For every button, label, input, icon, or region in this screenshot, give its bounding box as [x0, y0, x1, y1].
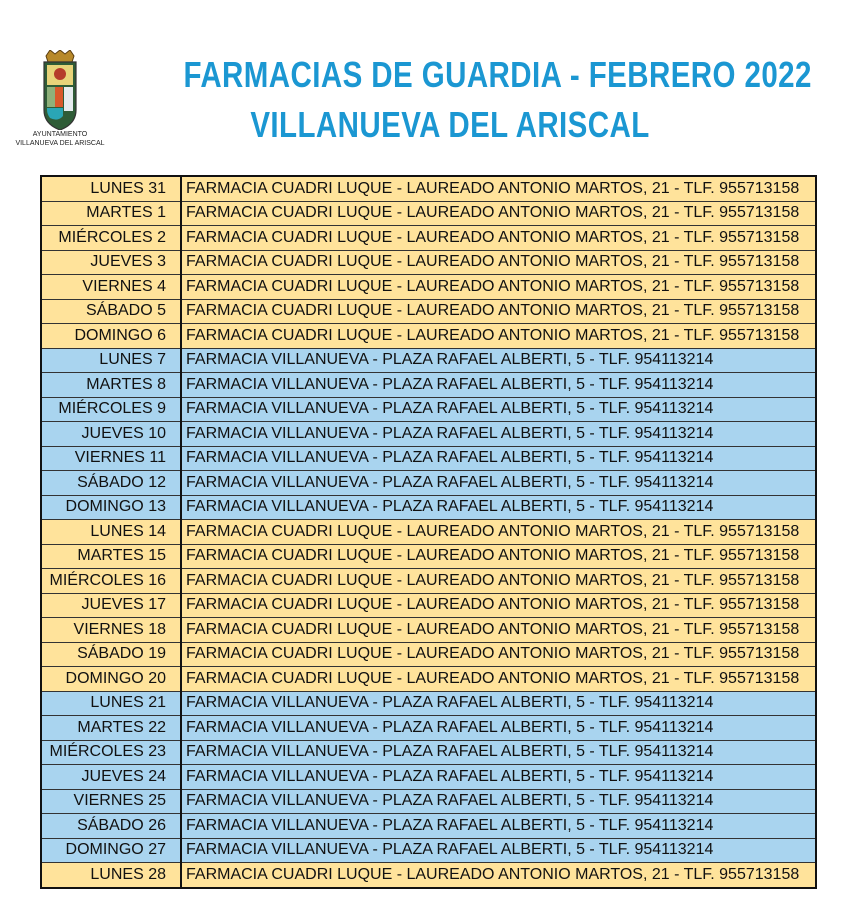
day-cell: VIERNES 25	[41, 789, 181, 814]
table-row	[41, 838, 816, 863]
town-crest-logo	[10, 50, 110, 148]
day-cell: MARTES 1	[41, 201, 181, 226]
pharmacy-cell: FARMACIA CUADRI LUQUE - LAUREADO ANTONIO MARTOS, 21 - TLF. 955713158	[181, 176, 816, 201]
pharmacy-cell: FARMACIA VILLANUEVA - PLAZA RAFAEL ALBERTI, 5 - TLF. 954113214	[181, 373, 816, 398]
table-row	[41, 275, 816, 300]
pharmacy-cell: FARMACIA VILLANUEVA - PLAZA RAFAEL ALBERTI, 5 - TLF. 954113214	[181, 814, 816, 839]
day-cell: MIÉRCOLES 16	[41, 569, 181, 594]
page-title: FARMACIAS DE GUARDIA - FEBRERO 2022	[183, 54, 812, 95]
pharmacy-cell: FARMACIA VILLANUEVA - PLAZA RAFAEL ALBERTI, 5 - TLF. 954113214	[181, 471, 816, 496]
page-subtitle: VILLANUEVA DEL ARISCAL	[250, 104, 650, 145]
table-row	[41, 544, 816, 569]
day-cell: MARTES 22	[41, 716, 181, 741]
day-cell: MARTES 8	[41, 373, 181, 398]
pharmacy-cell: FARMACIA CUADRI LUQUE - LAUREADO ANTONIO MARTOS, 21 - TLF. 955713158	[181, 544, 816, 569]
day-cell: VIERNES 18	[41, 618, 181, 643]
table-row	[41, 250, 816, 275]
pharmacy-cell: FARMACIA VILLANUEVA - PLAZA RAFAEL ALBERTI, 5 - TLF. 954113214	[181, 446, 816, 471]
table-row	[41, 863, 816, 888]
day-cell: LUNES 31	[41, 176, 181, 201]
day-cell: VIERNES 11	[41, 446, 181, 471]
day-cell: MIÉRCOLES 2	[41, 226, 181, 251]
table-row	[41, 397, 816, 422]
table-row	[41, 667, 816, 692]
pharmacy-cell: FARMACIA CUADRI LUQUE - LAUREADO ANTONIO MARTOS, 21 - TLF. 955713158	[181, 275, 816, 300]
pharmacy-cell: FARMACIA CUADRI LUQUE - LAUREADO ANTONIO MARTOS, 21 - TLF. 955713158	[181, 569, 816, 594]
day-cell: LUNES 14	[41, 520, 181, 545]
table-row	[41, 814, 816, 839]
day-cell: VIERNES 4	[41, 275, 181, 300]
table-row	[41, 593, 816, 618]
pharmacy-cell: FARMACIA VILLANUEVA - PLAZA RAFAEL ALBERTI, 5 - TLF. 954113214	[181, 716, 816, 741]
day-cell: MIÉRCOLES 9	[41, 397, 181, 422]
table-row	[41, 618, 816, 643]
day-cell: SÁBADO 12	[41, 471, 181, 496]
day-cell: SÁBADO 5	[41, 299, 181, 324]
day-cell: JUEVES 24	[41, 765, 181, 790]
day-cell: LUNES 28	[41, 863, 181, 888]
pharmacy-cell: FARMACIA VILLANUEVA - PLAZA RAFAEL ALBERTI, 5 - TLF. 954113214	[181, 495, 816, 520]
table-row	[41, 176, 816, 201]
pharmacy-cell: FARMACIA CUADRI LUQUE - LAUREADO ANTONIO MARTOS, 21 - TLF. 955713158	[181, 593, 816, 618]
table-row	[41, 716, 816, 741]
day-cell: DOMINGO 13	[41, 495, 181, 520]
table-row	[41, 226, 816, 251]
day-cell: DOMINGO 6	[41, 324, 181, 349]
pharmacy-cell: FARMACIA CUADRI LUQUE - LAUREADO ANTONIO MARTOS, 21 - TLF. 955713158	[181, 642, 816, 667]
table-row	[41, 569, 816, 594]
logo-line-2: VILLANUEVA DEL ARISCAL	[15, 140, 105, 147]
logo-line-1: AYUNTAMIENTO	[32, 131, 88, 138]
pharmacy-cell: FARMACIA CUADRI LUQUE - LAUREADO ANTONIO MARTOS, 21 - TLF. 955713158	[181, 520, 816, 545]
coat-of-arms-icon	[40, 50, 80, 130]
table-row	[41, 495, 816, 520]
day-cell: LUNES 7	[41, 348, 181, 373]
day-cell: SÁBADO 26	[41, 814, 181, 839]
table-row	[41, 642, 816, 667]
pharmacy-cell: FARMACIA CUADRI LUQUE - LAUREADO ANTONIO MARTOS, 21 - TLF. 955713158	[181, 863, 816, 888]
day-cell: MARTES 15	[41, 544, 181, 569]
table-row	[41, 520, 816, 545]
pharmacy-cell: FARMACIA CUADRI LUQUE - LAUREADO ANTONIO MARTOS, 21 - TLF. 955713158	[181, 324, 816, 349]
table-row	[41, 765, 816, 790]
table-row	[41, 422, 816, 447]
day-cell: MIÉRCOLES 23	[41, 740, 181, 765]
day-cell: DOMINGO 20	[41, 667, 181, 692]
pharmacy-cell: FARMACIA VILLANUEVA - PLAZA RAFAEL ALBERTI, 5 - TLF. 954113214	[181, 348, 816, 373]
pharmacy-cell: FARMACIA VILLANUEVA - PLAZA RAFAEL ALBERTI, 5 - TLF. 954113214	[181, 765, 816, 790]
pharmacy-cell: FARMACIA CUADRI LUQUE - LAUREADO ANTONIO MARTOS, 21 - TLF. 955713158	[181, 618, 816, 643]
table-row	[41, 324, 816, 349]
table-row	[41, 348, 816, 373]
day-cell: SÁBADO 19	[41, 642, 181, 667]
table-row	[41, 471, 816, 496]
pharmacy-cell: FARMACIA VILLANUEVA - PLAZA RAFAEL ALBERTI, 5 - TLF. 954113214	[181, 397, 816, 422]
pharmacy-cell: FARMACIA CUADRI LUQUE - LAUREADO ANTONIO MARTOS, 21 - TLF. 955713158	[181, 667, 816, 692]
duty-pharmacy-table	[40, 175, 817, 889]
pharmacy-cell: FARMACIA CUADRI LUQUE - LAUREADO ANTONIO MARTOS, 21 - TLF. 955713158	[181, 201, 816, 226]
pharmacy-cell: FARMACIA VILLANUEVA - PLAZA RAFAEL ALBERTI, 5 - TLF. 954113214	[181, 789, 816, 814]
table-row	[41, 691, 816, 716]
pharmacy-cell: FARMACIA VILLANUEVA - PLAZA RAFAEL ALBERTI, 5 - TLF. 954113214	[181, 691, 816, 716]
table-row	[41, 201, 816, 226]
table-row	[41, 446, 816, 471]
pharmacy-cell: FARMACIA VILLANUEVA - PLAZA RAFAEL ALBERTI, 5 - TLF. 954113214	[181, 740, 816, 765]
table-row	[41, 299, 816, 324]
day-cell: DOMINGO 27	[41, 838, 181, 863]
day-cell: LUNES 21	[41, 691, 181, 716]
pharmacy-cell: FARMACIA VILLANUEVA - PLAZA RAFAEL ALBERTI, 5 - TLF. 954113214	[181, 422, 816, 447]
pharmacy-cell: FARMACIA CUADRI LUQUE - LAUREADO ANTONIO MARTOS, 21 - TLF. 955713158	[181, 299, 816, 324]
table-row	[41, 740, 816, 765]
table-row	[41, 789, 816, 814]
day-cell: JUEVES 17	[41, 593, 181, 618]
day-cell: JUEVES 3	[41, 250, 181, 275]
pharmacy-cell: FARMACIA CUADRI LUQUE - LAUREADO ANTONIO MARTOS, 21 - TLF. 955713158	[181, 226, 816, 251]
pharmacy-cell: FARMACIA VILLANUEVA - PLAZA RAFAEL ALBERTI, 5 - TLF. 954113214	[181, 838, 816, 863]
pharmacy-cell: FARMACIA CUADRI LUQUE - LAUREADO ANTONIO MARTOS, 21 - TLF. 955713158	[181, 250, 816, 275]
table-row	[41, 373, 816, 398]
day-cell: JUEVES 10	[41, 422, 181, 447]
